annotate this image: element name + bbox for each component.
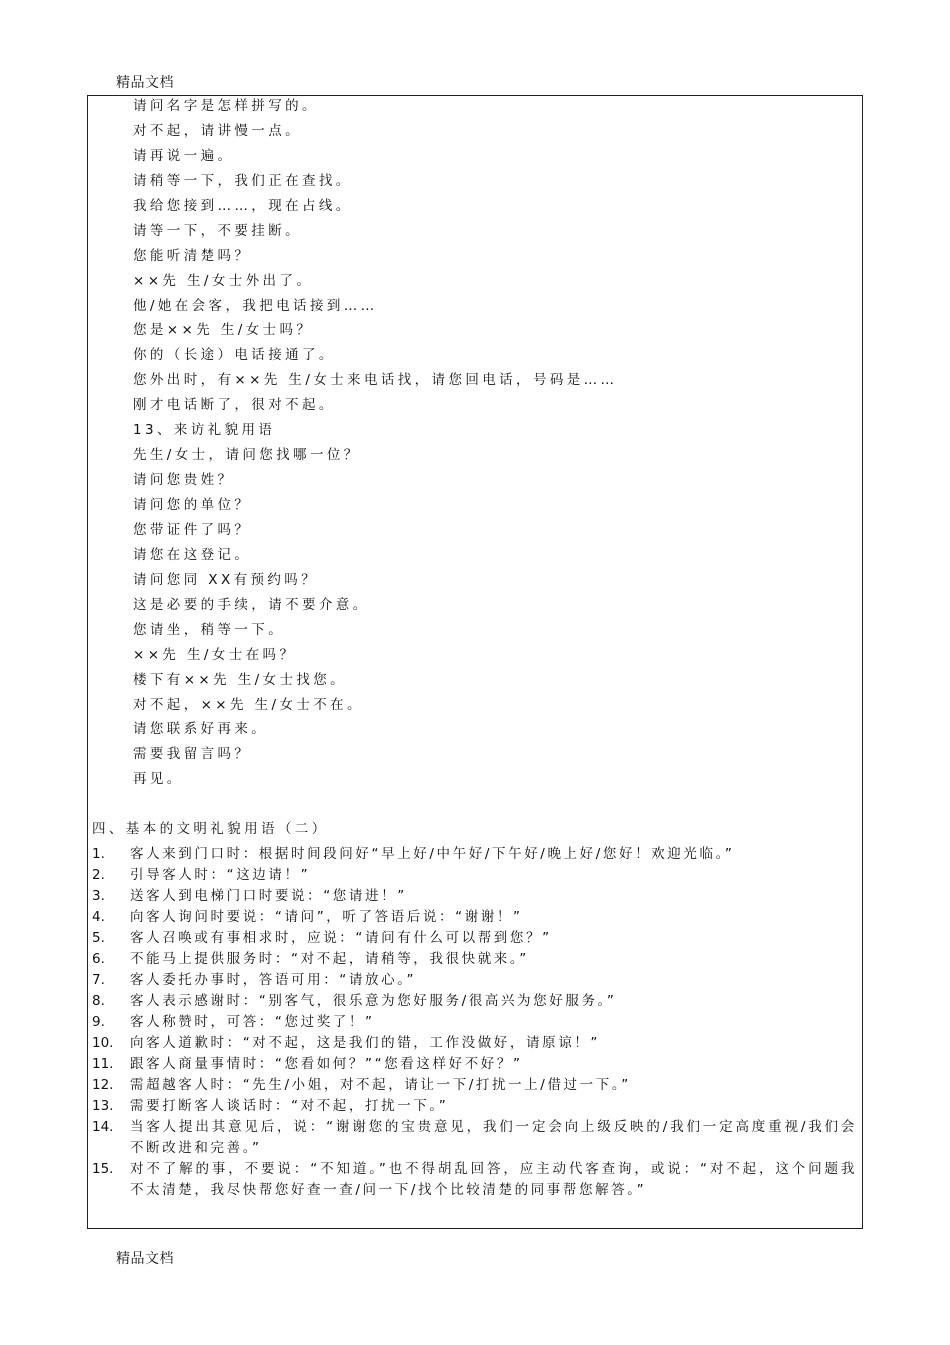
list-item xyxy=(92,991,857,1012)
list-item-text: 客人召唤或有事相求时，应说：“请问有什么可以帮到您？” xyxy=(130,930,552,946)
list-item-text: 客人称赞时，可答：“您过奖了！” xyxy=(130,1014,375,1030)
list-item-text: 引导客人时：“这边请！” xyxy=(130,867,311,883)
list-item-number: 15. xyxy=(92,1161,114,1177)
section-title: 四、基本的文明礼貌用语（二） xyxy=(92,821,329,837)
phrase-line: 他/她在会客，我把电话接到…… xyxy=(133,297,378,314)
page-header-label: 精品文档 xyxy=(116,75,174,91)
list-item-text: 向客人询问时要说：“请问”，听了答语后说：“谢谢！” xyxy=(130,909,523,925)
list-item xyxy=(92,949,857,970)
phrase-line: 先生/女士，请问您找哪一位？ xyxy=(133,447,361,464)
phrase-line: 您带证件了吗？ xyxy=(133,521,252,538)
courtesy-numbered-list xyxy=(92,844,857,1201)
list-item-text: 跟客人商量事情时：“您看如何？”“您看这样好不好？” xyxy=(130,1056,523,1072)
phrase-line: 请问您的单位？ xyxy=(133,497,252,513)
list-item-text: 当客人提出其意见后，说：“谢谢您的宝贵意见，我们一定会向上级反映的/我们一定高度重视/我们会不断改进和完善。” xyxy=(130,1119,857,1156)
list-item-text: 客人表示感谢时：“别客气，很乐意为您好服务/很高兴为您好服务。” xyxy=(130,993,617,1009)
list-item xyxy=(92,1033,857,1054)
list-item-number: 6. xyxy=(92,951,105,967)
phrase-line: 请再说一遍。 xyxy=(133,147,235,164)
list-item-number: 13. xyxy=(92,1098,114,1114)
phrase-line: 请稍等一下，我们正在查找。 xyxy=(133,172,353,189)
list-item xyxy=(92,1075,857,1096)
phrase-line: 您外出时，有××先 生/女士来电话找，请您回电话，号码是…… xyxy=(133,372,618,389)
list-item-number: 14. xyxy=(92,1119,114,1135)
phrase-line: ××先 生/女士外出了。 xyxy=(133,272,314,289)
list-item xyxy=(92,1159,857,1201)
phrase-line: 请等一下，不要挂断。 xyxy=(133,222,302,239)
list-item-number: 2. xyxy=(92,867,105,883)
page-footer-label: 精品文档 xyxy=(116,1251,174,1267)
list-item-number: 8. xyxy=(92,993,105,1009)
list-item xyxy=(92,865,857,886)
list-item xyxy=(92,907,857,928)
list-item xyxy=(92,1054,857,1075)
phrase-line: 请问您同 XX有预约吗？ xyxy=(133,571,319,588)
list-item-number: 11. xyxy=(92,1056,114,1072)
list-item-text: 需要打断客人谈话时：“对不起，打扰一下。” xyxy=(130,1098,449,1114)
phrase-line: 楼下有××先 生/女士找您。 xyxy=(133,671,348,688)
list-item-number: 7. xyxy=(92,972,105,988)
phrase-line: 这是必要的手续，请不要介意。 xyxy=(133,596,370,613)
list-item xyxy=(92,1096,857,1117)
phrase-line: 您能听清楚吗？ xyxy=(133,247,252,264)
list-item-number: 9. xyxy=(92,1014,105,1030)
list-item-text: 客人来到门口时：根据时间段问好“早上好/中午好/下午好/晚上好/您好！欢迎光临。” xyxy=(130,846,735,862)
phrase-line: 请问名字是怎样拼写的。 xyxy=(133,98,319,114)
list-item xyxy=(92,970,857,991)
phrase-line: 刚才电话断了，很对不起。 xyxy=(133,397,336,414)
list-item xyxy=(92,844,857,865)
list-item xyxy=(92,1012,857,1033)
phrase-line: 再见。 xyxy=(133,771,184,788)
list-item-text: 需超越客人时：“先生/小姐，对不起，请让一下/打扰一上/借过一下。” xyxy=(130,1077,631,1093)
list-item-number: 5. xyxy=(92,930,105,946)
list-item-text: 向客人道歉时：“对不起，这是我们的错，工作没做好，请原谅！” xyxy=(130,1035,600,1051)
phrase-line: 我给您接到……，现在占线。 xyxy=(133,197,353,214)
phrase-line: 请您在这登记。 xyxy=(133,546,252,563)
list-item-text: 送客人到电梯门口时要说：“您请进！” xyxy=(130,888,407,904)
courtesy-phrase-list xyxy=(133,94,617,792)
list-item xyxy=(92,928,857,949)
list-item-number: 4. xyxy=(92,909,105,925)
list-item-number: 3. xyxy=(92,888,105,904)
list-item xyxy=(92,886,857,907)
phrase-line: 对不起，请讲慢一点。 xyxy=(133,122,302,139)
list-item-text: 对不了解的事，不要说：“不知道。”也不得胡乱回答，应主动代客查询，或说：“对不起，这个问题我不太清楚，我尽快帮您好查一查/问一下/找个比较清楚的同事帮您解答。” xyxy=(130,1161,857,1198)
phrase-line: ××先 生/女士在吗？ xyxy=(133,646,297,663)
phrase-line: 您是××先 生/女士吗？ xyxy=(133,322,314,339)
phrase-line: 对不起，××先 生/女士不在。 xyxy=(133,696,364,713)
list-item-text: 不能马上提供服务时：“对不起，请稍等，我很快就来。” xyxy=(130,951,529,967)
phrase-line: 13、来访礼貌用语 xyxy=(133,422,276,439)
phrase-line: 需要我留言吗？ xyxy=(133,746,252,763)
content-box xyxy=(87,95,863,1229)
phrase-line: 您请坐，稍等一下。 xyxy=(133,621,286,638)
list-item-number: 1. xyxy=(92,846,105,862)
list-item xyxy=(92,1117,857,1159)
phrase-line: 你的（长途）电话接通了。 xyxy=(133,347,336,364)
phrase-line: 请您联系好再来。 xyxy=(133,721,269,738)
list-item-number: 10. xyxy=(92,1035,114,1051)
list-item-number: 12. xyxy=(92,1077,114,1093)
phrase-line: 请问您贵姓？ xyxy=(133,472,235,489)
list-item-text: 客人委托办事时，答语可用：“请放心。” xyxy=(130,972,417,988)
